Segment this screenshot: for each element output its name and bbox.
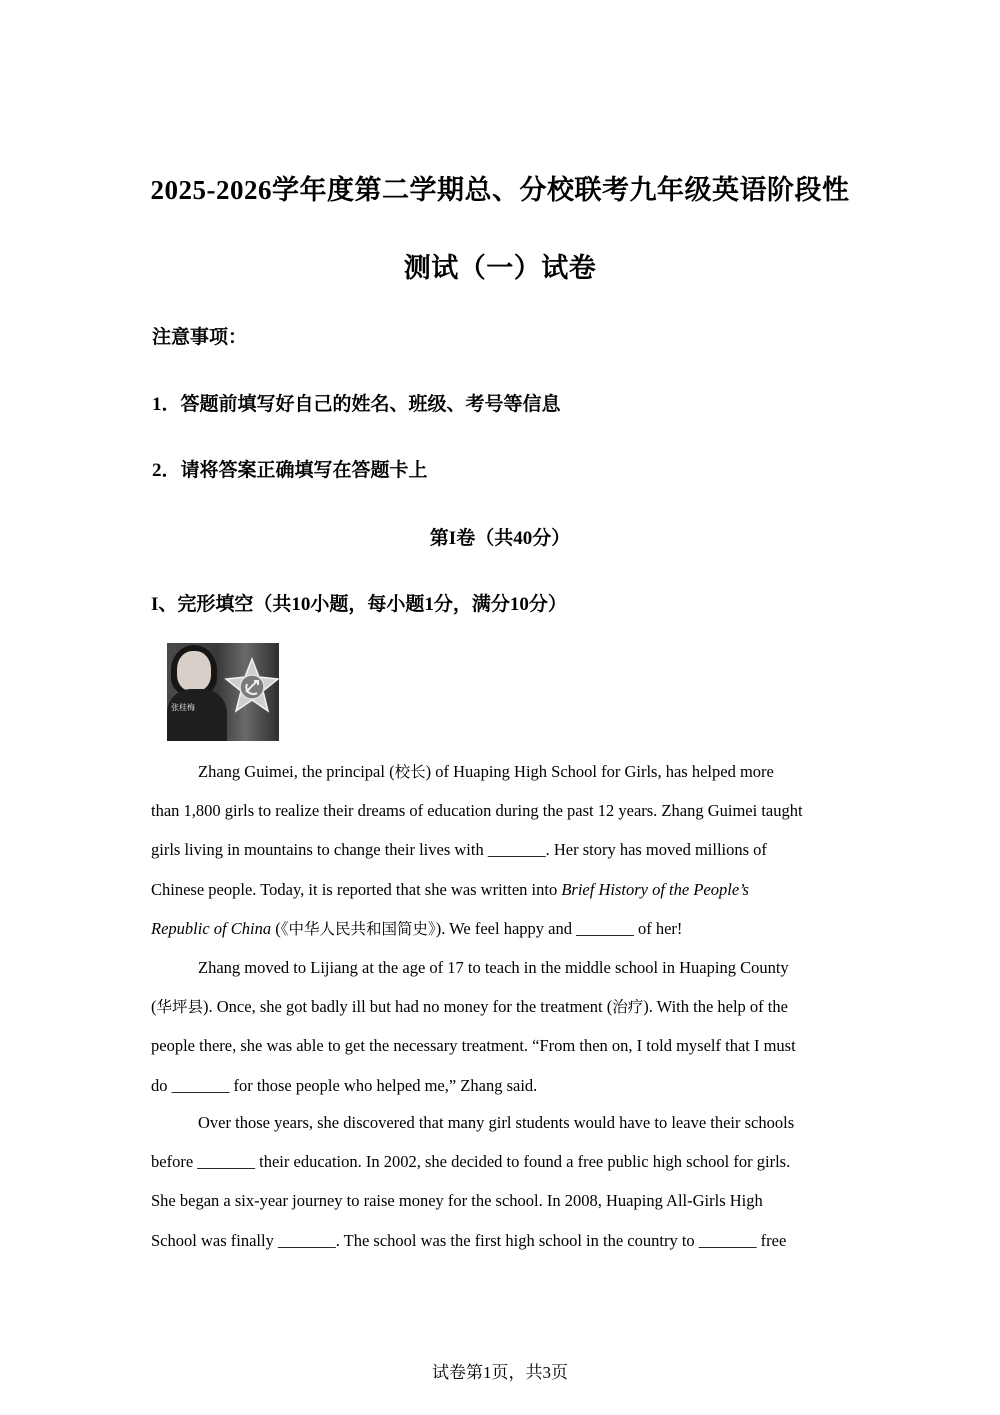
portrait-body: [167, 689, 227, 741]
paragraph-line: Republic of China (《中华人民共和国简史》). We feel happy and _______ of her!: [151, 918, 683, 938]
paragraph-line: Over those years, she discovered that many girl students would have to leave their schools: [198, 1113, 795, 1132]
paragraph-line: than 1,800 girls to realize their dreams of education during the past 12 years. Zhang Guimei taught: [151, 801, 803, 821]
passage-paragraph-2: [151, 948, 851, 1105]
passage-photo: [167, 643, 279, 741]
page-footer: 试卷第1页，共3页: [432, 1363, 568, 1382]
portrait-face: [177, 651, 211, 691]
photo-caption-name: 张桂梅: [171, 703, 195, 712]
paragraph-line: people there, she was able to get the necessary treatment. “From then on, I told myself that I must: [151, 1036, 796, 1056]
note-item-2: 2．请将答案正确填写在答题卡上: [152, 460, 428, 481]
exam-title-line-1: 2025-2026学年度第二学期总、分校联考九年级英语阶段性: [150, 175, 850, 205]
note-item-1: 1．答题前填写好自己的姓名、班级、考号等信息: [152, 394, 561, 415]
paragraph-line: Zhang moved to Lijiang at the age of 17 to teach in the middle school in Huaping County: [198, 958, 789, 977]
volume-heading: 第I卷（共40分）: [429, 528, 571, 549]
party-emblem-icon: [223, 657, 279, 715]
passage-paragraph-3: [151, 1103, 851, 1260]
paragraph-line: She began a six-year journey to raise money for the school. In 2008, Huaping All-Girls High: [151, 1191, 763, 1211]
paragraph-line: Chinese people. Today, it is reported that she was written into Brief History of the People’s: [151, 879, 749, 899]
notes-heading: 注意事项：: [152, 327, 248, 348]
paragraph-line: before _______ their education. In 2002, she decided to found a free public high school for girls.: [151, 1152, 791, 1172]
paragraph-line: girls living in mountains to change their lives with _______. Her story has moved millions of: [151, 840, 767, 860]
paragraph-line: (华坪县). Once, she got badly ill but had no money for the treatment (治疗). With the help of the: [151, 997, 788, 1017]
paragraph-line: School was finally _______. The school was the first high school in the country to _______ free: [151, 1230, 787, 1250]
exam-title-line-2: 测试（一）试卷: [403, 253, 597, 283]
section-heading: I、完形填空（共10小题，每小题1分，满分10分）: [151, 594, 567, 615]
passage-paragraph-1: [151, 752, 851, 948]
paragraph-line: do _______ for those people who helped me,” Zhang said.: [151, 1075, 538, 1095]
paragraph-line: Zhang Guimei, the principal (校长) of Huaping High School for Girls, has helped more: [198, 762, 774, 781]
